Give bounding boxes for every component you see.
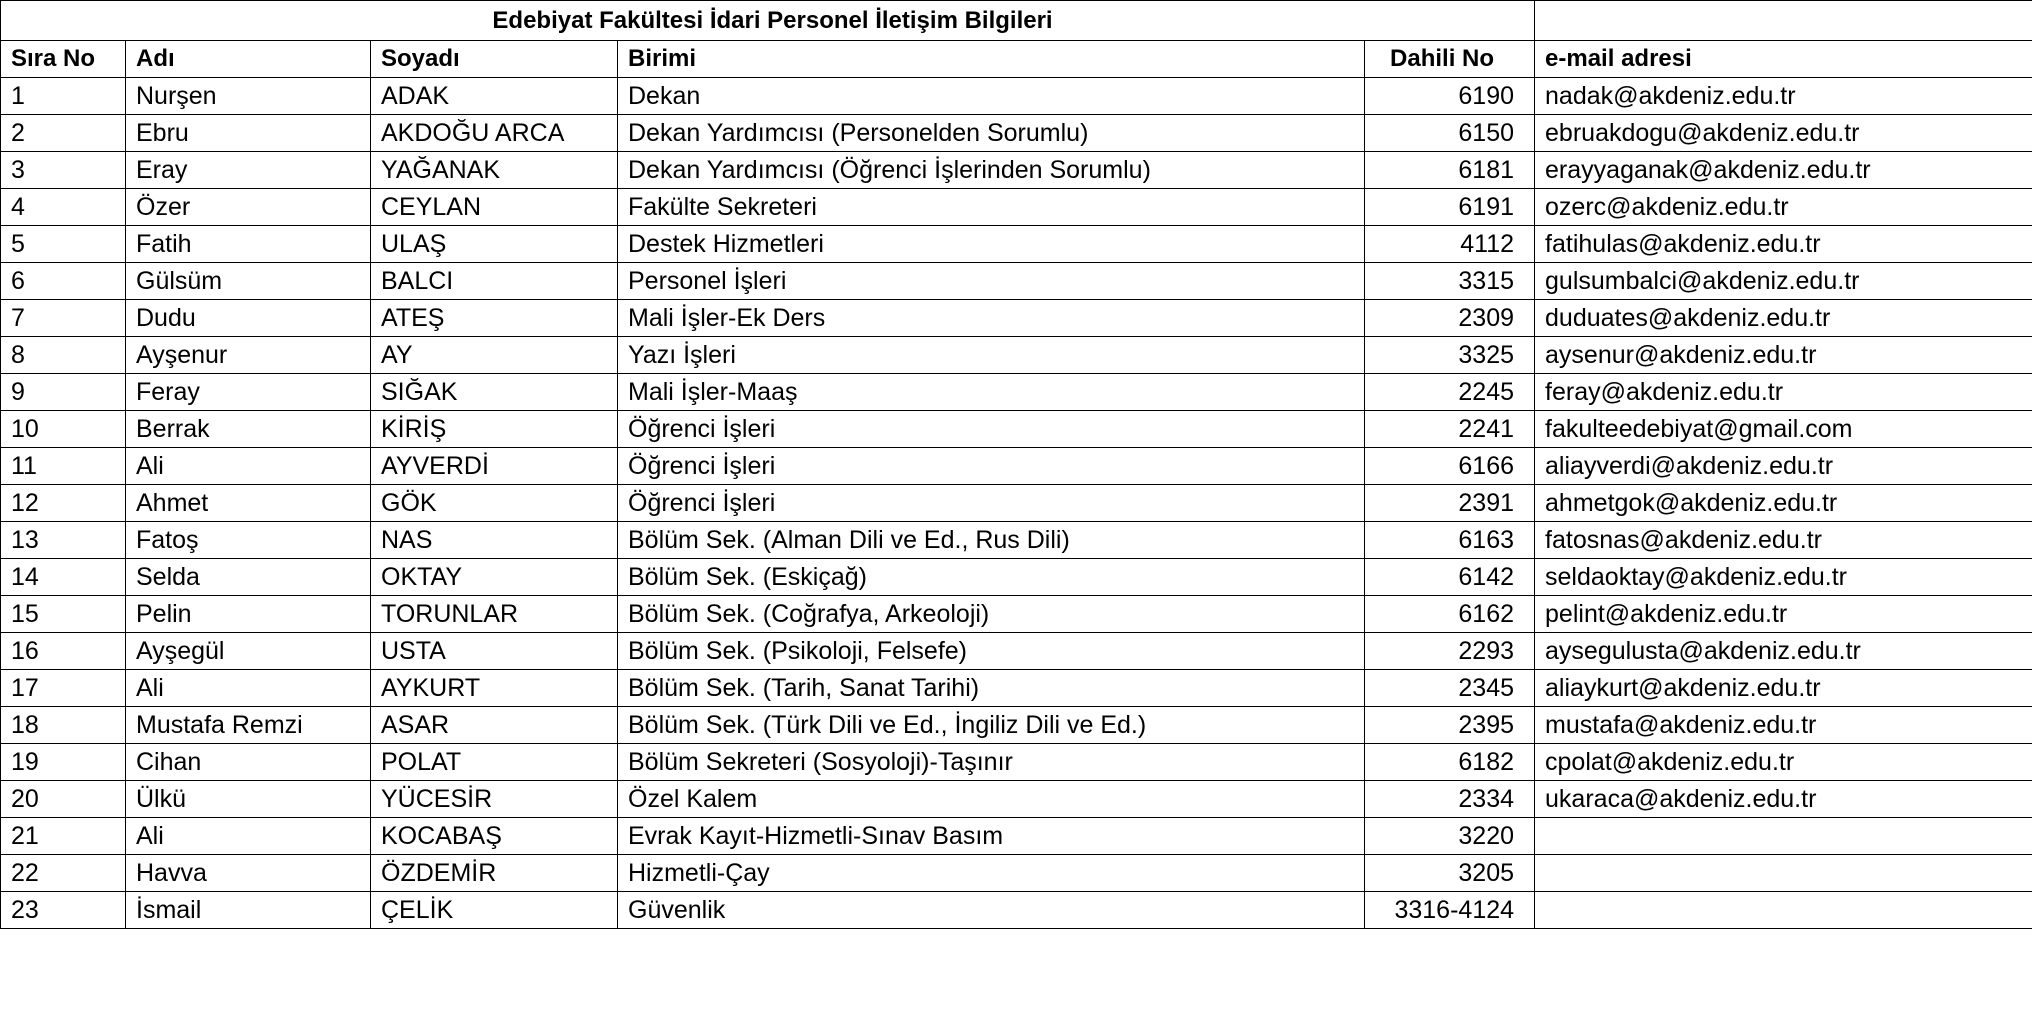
cell-sira-no: 23: [1, 892, 126, 929]
cell-adi: Havva: [126, 855, 371, 892]
cell-birimi: Hizmetli-Çay: [618, 855, 1365, 892]
cell-soyadi: YAĞANAK: [371, 152, 618, 189]
table-row: [1, 522, 2032, 559]
cell-soyadi: TORUNLAR: [371, 596, 618, 633]
cell-sira-no: 11: [1, 448, 126, 485]
cell-adi: Mustafa Remzi: [126, 707, 371, 744]
cell-soyadi: AKDOĞU ARCA: [371, 115, 618, 152]
cell-soyadi: ULAŞ: [371, 226, 618, 263]
cell-dahili-no: 2245: [1365, 374, 1535, 411]
cell-birimi: Öğrenci İşleri: [618, 411, 1365, 448]
table-row: [1, 189, 2032, 226]
cell-email: [1535, 818, 2032, 855]
cell-birimi: Bölüm Sek. (Tarih, Sanat Tarihi): [618, 670, 1365, 707]
cell-soyadi: ÖZDEMİR: [371, 855, 618, 892]
cell-adi: Fatih: [126, 226, 371, 263]
cell-dahili-no: 2293: [1365, 633, 1535, 670]
cell-adi: Ayşegül: [126, 633, 371, 670]
cell-sira-no: 1: [1, 78, 126, 115]
cell-sira-no: 9: [1, 374, 126, 411]
cell-dahili-no: 2345: [1365, 670, 1535, 707]
cell-sira-no: 19: [1, 744, 126, 781]
cell-sira-no: 3: [1, 152, 126, 189]
header-sira-no: Sıra No: [1, 41, 126, 78]
cell-email: fakulteedebiyat@gmail.com: [1535, 411, 2032, 448]
cell-email: seldaoktay@akdeniz.edu.tr: [1535, 559, 2032, 596]
cell-adi: Pelin: [126, 596, 371, 633]
table-row: [1, 263, 2032, 300]
cell-email: mustafa@akdeniz.edu.tr: [1535, 707, 2032, 744]
cell-birimi: Yazı İşleri: [618, 337, 1365, 374]
table-row: [1, 818, 2032, 855]
cell-dahili-no: 2391: [1365, 485, 1535, 522]
cell-adi: Selda: [126, 559, 371, 596]
table-row: [1, 115, 2032, 152]
cell-birimi: Bölüm Sek. (Türk Dili ve Ed., İngiliz Dili ve Ed.): [618, 707, 1365, 744]
cell-dahili-no: 2395: [1365, 707, 1535, 744]
cell-sira-no: 16: [1, 633, 126, 670]
cell-soyadi: AY: [371, 337, 618, 374]
cell-birimi: Fakülte Sekreteri: [618, 189, 1365, 226]
cell-soyadi: SIĞAK: [371, 374, 618, 411]
cell-sira-no: 14: [1, 559, 126, 596]
cell-dahili-no: 3316-4124: [1365, 892, 1535, 929]
cell-birimi: Bölüm Sek. (Alman Dili ve Ed., Rus Dili): [618, 522, 1365, 559]
cell-sira-no: 2: [1, 115, 126, 152]
header-adi: Adı: [126, 41, 371, 78]
cell-birimi: Bölüm Sek. (Psikoloji, Felsefe): [618, 633, 1365, 670]
cell-dahili-no: 3220: [1365, 818, 1535, 855]
cell-dahili-no: 2241: [1365, 411, 1535, 448]
cell-dahili-no: 6182: [1365, 744, 1535, 781]
cell-email: [1535, 892, 2032, 929]
table-row: [1, 633, 2032, 670]
cell-adi: Ali: [126, 448, 371, 485]
cell-sira-no: 6: [1, 263, 126, 300]
cell-email: fatihulas@akdeniz.edu.tr: [1535, 226, 2032, 263]
cell-adi: Cihan: [126, 744, 371, 781]
cell-sira-no: 21: [1, 818, 126, 855]
cell-birimi: Öğrenci İşleri: [618, 485, 1365, 522]
cell-dahili-no: 6181: [1365, 152, 1535, 189]
cell-sira-no: 12: [1, 485, 126, 522]
cell-adi: Feray: [126, 374, 371, 411]
cell-dahili-no: 6162: [1365, 596, 1535, 633]
cell-adi: Eray: [126, 152, 371, 189]
cell-birimi: Bölüm Sek. (Eskiçağ): [618, 559, 1365, 596]
cell-email: aysegulusta@akdeniz.edu.tr: [1535, 633, 2032, 670]
cell-adi: Özer: [126, 189, 371, 226]
cell-email: ukaraca@akdeniz.edu.tr: [1535, 781, 2032, 818]
table-title: Edebiyat Fakültesi İdari Personel İletişim Bilgileri: [1, 1, 1535, 41]
cell-email: cpolat@akdeniz.edu.tr: [1535, 744, 2032, 781]
cell-email: erayyaganak@akdeniz.edu.tr: [1535, 152, 2032, 189]
table-row: [1, 448, 2032, 485]
table-row: [1, 744, 2032, 781]
cell-dahili-no: 2309: [1365, 300, 1535, 337]
cell-dahili-no: 6150: [1365, 115, 1535, 152]
cell-email: nadak@akdeniz.edu.tr: [1535, 78, 2032, 115]
table-row: [1, 337, 2032, 374]
cell-sira-no: 20: [1, 781, 126, 818]
cell-soyadi: USTA: [371, 633, 618, 670]
cell-sira-no: 10: [1, 411, 126, 448]
cell-soyadi: POLAT: [371, 744, 618, 781]
cell-email: pelint@akdeniz.edu.tr: [1535, 596, 2032, 633]
cell-sira-no: 7: [1, 300, 126, 337]
cell-birimi: Bölüm Sek. (Coğrafya, Arkeoloji): [618, 596, 1365, 633]
cell-birimi: Dekan Yardımcısı (Personelden Sorumlu): [618, 115, 1365, 152]
cell-soyadi: BALCI: [371, 263, 618, 300]
cell-email: ahmetgok@akdeniz.edu.tr: [1535, 485, 2032, 522]
cell-birimi: Destek Hizmetleri: [618, 226, 1365, 263]
cell-soyadi: KOCABAŞ: [371, 818, 618, 855]
cell-adi: Nurşen: [126, 78, 371, 115]
header-email: e-mail adresi: [1535, 41, 2032, 78]
cell-dahili-no: 6166: [1365, 448, 1535, 485]
cell-birimi: Bölüm Sekreteri (Sosyoloji)-Taşınır: [618, 744, 1365, 781]
title-row: [1, 1, 2032, 41]
cell-birimi: Dekan Yardımcısı (Öğrenci İşlerinden Sorumlu): [618, 152, 1365, 189]
cell-email: ebruakdogu@akdeniz.edu.tr: [1535, 115, 2032, 152]
header-soyadi: Soyadı: [371, 41, 618, 78]
table-row: [1, 226, 2032, 263]
title-empty-cell: [1535, 1, 2032, 41]
cell-soyadi: AYVERDİ: [371, 448, 618, 485]
cell-soyadi: YÜCESİR: [371, 781, 618, 818]
cell-sira-no: 15: [1, 596, 126, 633]
cell-soyadi: GÖK: [371, 485, 618, 522]
cell-dahili-no: 6142: [1365, 559, 1535, 596]
cell-sira-no: 13: [1, 522, 126, 559]
header-birimi: Birimi: [618, 41, 1365, 78]
table-row: [1, 855, 2032, 892]
cell-birimi: Öğrenci İşleri: [618, 448, 1365, 485]
cell-birimi: Mali İşler-Ek Ders: [618, 300, 1365, 337]
table-row: [1, 374, 2032, 411]
cell-adi: Berrak: [126, 411, 371, 448]
cell-birimi: Mali İşler-Maaş: [618, 374, 1365, 411]
cell-birimi: Personel İşleri: [618, 263, 1365, 300]
cell-email: [1535, 855, 2032, 892]
cell-soyadi: ÇELİK: [371, 892, 618, 929]
cell-sira-no: 5: [1, 226, 126, 263]
cell-soyadi: ADAK: [371, 78, 618, 115]
cell-email: ozerc@akdeniz.edu.tr: [1535, 189, 2032, 226]
cell-birimi: Evrak Kayıt-Hizmetli-Sınav Basım: [618, 818, 1365, 855]
cell-adi: Ebru: [126, 115, 371, 152]
cell-dahili-no: 6190: [1365, 78, 1535, 115]
cell-adi: Fatoş: [126, 522, 371, 559]
cell-adi: Ahmet: [126, 485, 371, 522]
cell-birimi: Güvenlik: [618, 892, 1365, 929]
table-row: [1, 781, 2032, 818]
table-row: [1, 152, 2032, 189]
cell-sira-no: 17: [1, 670, 126, 707]
table-row: [1, 596, 2032, 633]
cell-adi: İsmail: [126, 892, 371, 929]
cell-dahili-no: 6163: [1365, 522, 1535, 559]
cell-adi: Dudu: [126, 300, 371, 337]
cell-soyadi: ATEŞ: [371, 300, 618, 337]
cell-adi: Ayşenur: [126, 337, 371, 374]
table-row: [1, 78, 2032, 115]
cell-soyadi: KİRİŞ: [371, 411, 618, 448]
cell-email: aliayverdi@akdeniz.edu.tr: [1535, 448, 2032, 485]
table-row: [1, 485, 2032, 522]
cell-email: duduates@akdeniz.edu.tr: [1535, 300, 2032, 337]
cell-birimi: Dekan: [618, 78, 1365, 115]
cell-soyadi: CEYLAN: [371, 189, 618, 226]
cell-sira-no: 22: [1, 855, 126, 892]
cell-soyadi: AYKURT: [371, 670, 618, 707]
cell-dahili-no: 2334: [1365, 781, 1535, 818]
cell-dahili-no: 3325: [1365, 337, 1535, 374]
cell-dahili-no: 3315: [1365, 263, 1535, 300]
cell-email: feray@akdeniz.edu.tr: [1535, 374, 2032, 411]
cell-email: gulsumbalci@akdeniz.edu.tr: [1535, 263, 2032, 300]
cell-dahili-no: 4112: [1365, 226, 1535, 263]
table-row: [1, 300, 2032, 337]
cell-adi: Ali: [126, 818, 371, 855]
cell-sira-no: 8: [1, 337, 126, 374]
cell-dahili-no: 3205: [1365, 855, 1535, 892]
cell-adi: Ali: [126, 670, 371, 707]
cell-soyadi: NAS: [371, 522, 618, 559]
table-row: [1, 411, 2032, 448]
header-row: [1, 41, 2032, 78]
cell-email: fatosnas@akdeniz.edu.tr: [1535, 522, 2032, 559]
table-row: [1, 670, 2032, 707]
header-dahili-no: Dahili No: [1365, 41, 1535, 78]
cell-birimi: Özel Kalem: [618, 781, 1365, 818]
cell-sira-no: 18: [1, 707, 126, 744]
table-row: [1, 707, 2032, 744]
cell-email: aysenur@akdeniz.edu.tr: [1535, 337, 2032, 374]
cell-soyadi: ASAR: [371, 707, 618, 744]
cell-adi: Gülsüm: [126, 263, 371, 300]
cell-dahili-no: 6191: [1365, 189, 1535, 226]
cell-email: aliaykurt@akdeniz.edu.tr: [1535, 670, 2032, 707]
table-row: [1, 892, 2032, 929]
cell-adi: Ülkü: [126, 781, 371, 818]
cell-sira-no: 4: [1, 189, 126, 226]
cell-soyadi: OKTAY: [371, 559, 618, 596]
table-row: [1, 559, 2032, 596]
